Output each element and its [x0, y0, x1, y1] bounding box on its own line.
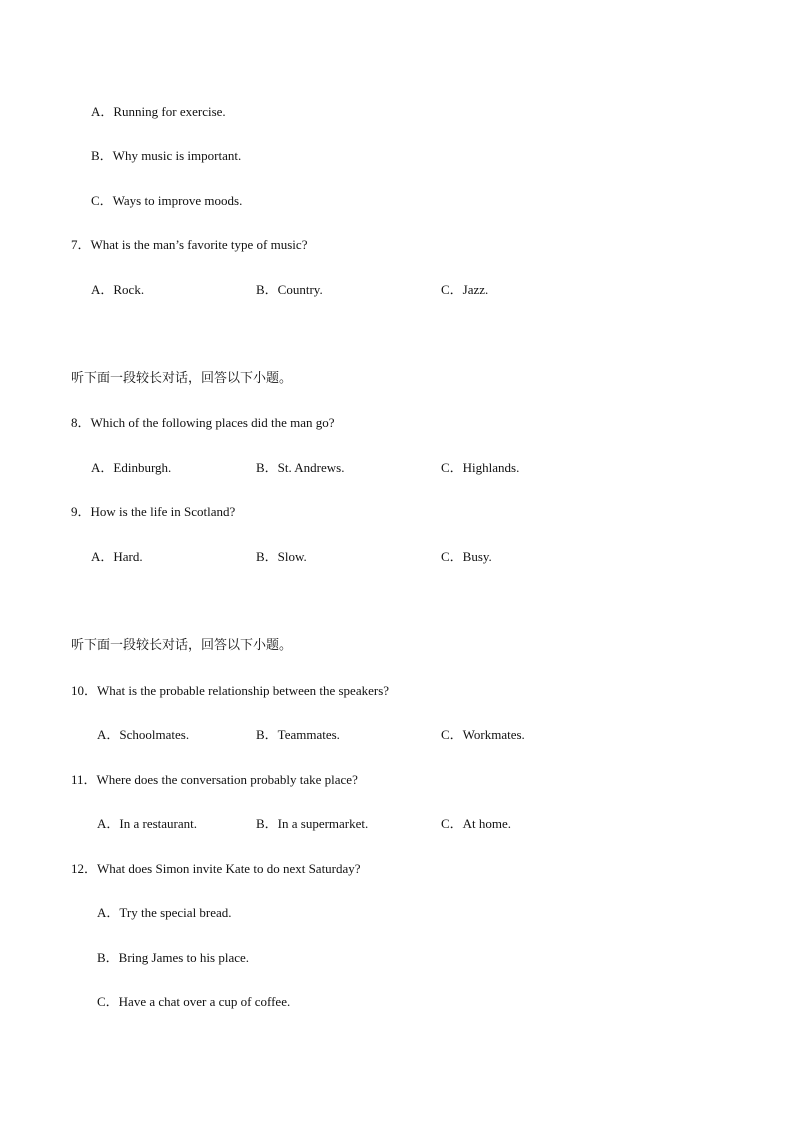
q7-option-c: C．Jazz.	[441, 282, 489, 297]
q12-question: 12．What does Simon invite Kate to do next Saturday?	[71, 861, 361, 876]
q6-option-a: A．Running for exercise.	[91, 104, 226, 119]
q9-option-b: B．Slow.	[256, 549, 307, 564]
q10-option-c: C．Workmates.	[441, 727, 525, 742]
q8-question: 8．Which of the following places did the man go?	[71, 415, 335, 430]
q10-option-b: B．Teammates.	[256, 727, 340, 742]
section-instruction: 听下面一段较长对话，回答以下小题。	[71, 371, 293, 386]
q11-option-b: B．In a supermarket.	[256, 816, 369, 831]
q9-option-c: C．Busy.	[441, 549, 492, 564]
q7-option-a: A．Rock.	[91, 282, 145, 297]
q11-option-a: A．In a restaurant.	[97, 816, 197, 831]
q11-option-c: C．At home.	[441, 816, 512, 831]
q10-option-a: A．Schoolmates.	[97, 727, 190, 742]
q7-question: 7．What is the man’s favorite type of music?	[71, 237, 308, 252]
q6-option-c: C．Ways to improve moods.	[91, 193, 243, 208]
q12-option-c: C．Have a chat over a cup of coffee.	[97, 994, 291, 1009]
q9-question: 9．How is the life in Scotland?	[71, 504, 236, 519]
section-instruction: 听下面一段较长对话，回答以下小题。	[71, 638, 293, 653]
q8-option-a: A．Edinburgh.	[91, 460, 172, 475]
q9-option-a: A．Hard.	[91, 549, 143, 564]
q10-question: 10．What is the probable relationship between the speakers?	[71, 683, 390, 698]
q12-option-b: B．Bring James to his place.	[97, 950, 250, 965]
q7-option-b: B．Country.	[256, 282, 323, 297]
q8-option-c: C．Highlands.	[441, 460, 520, 475]
q12-option-a: A．Try the special bread.	[97, 905, 232, 920]
q6-option-b: B．Why music is important.	[91, 148, 242, 163]
q8-option-b: B．St. Andrews.	[256, 460, 345, 475]
q11-question: 11．Where does the conversation probably take place?	[71, 772, 358, 787]
